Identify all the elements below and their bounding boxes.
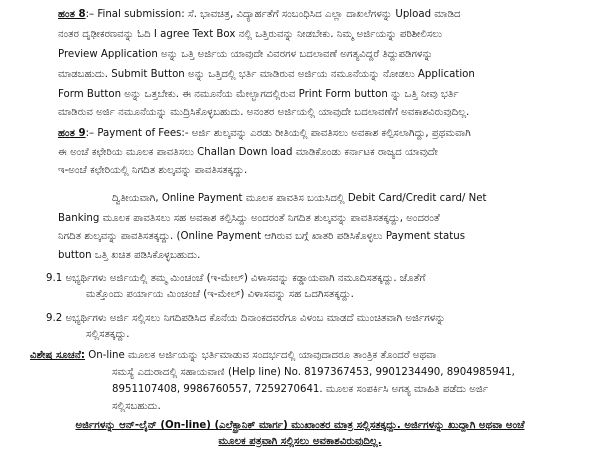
- special-note-text-1: On-line ಮೂಲಕ ಅರ್ಜಿಯನ್ನು ಭರ್ತಿಮಾಡುವ ಸಂದರ್ಭದಲ್ಲಿ ಯಾವುದಾದರೂ ತಾಂತ್ರಿಕ ತೊಂದರೆ ಅಥವಾ: [88, 350, 437, 361]
- section8-line-3: Preview Application ಅನ್ನು ಒತ್ತಿ ಅರ್ಜಿಯ ಯಾವುದೇ ವಿವರಗಳ ಬದಲಾವಣೆ ಅಗತ್ಯವಿದ್ದರೆ ತಿದ್ದುಪಡಿಗಳನ್ನು: [58, 49, 433, 60]
- section9-text-1: :– Payment of Fees:- ಅರ್ಜಿ ಶುಲ್ಕವನ್ನು ಎರಡು ರೀತಿಯಲ್ಲಿ ಪಾವತಿಸಲು ಅವಕಾಶ ಕಲ್ಪಿಸಲಾಗಿದ್ದು, ಪ್ರಥಮವಾಗಿ: [85, 128, 471, 139]
- special-note-line-1: [30, 349, 600, 362]
- paragraph2-line-4: button ಒತ್ತಿ ಖಚಿತ ಪಡಿಸಿಕೊಳ್ಳಬಹುದು.: [58, 250, 201, 261]
- footer-line-1: ಅರ್ಜಿಗಳನ್ನು ಆನ್-ಲೈನ್ (On-line) (ಎಲೆಕ್ಟ್ರಾನಿಕ್ ಮಾರ್ಗ) ಮುಖಾಂತರ ಮಾತ್ರ ಸಲ್ಲಿಸತಕ್ಕದ್ದು. ಅರ್ಜಿಗಳನ್ನು ಖುದ್ದಾಗಿ ಅಥವಾ ಅಂಚೆ: [75, 420, 525, 431]
- section8-line-2: ನಂತರ ದೃಢೀಕರಣವನ್ನು ಓದಿ I agree Text Box ನಲ್ಲಿ ಒತ್ತಿರುವನ್ನು ನೀಡಬೇಕು. ನಿಮ್ಮ ಅರ್ಜಿಯನ್ನು ಪರಿಶೀಲಿಸಲು: [58, 29, 443, 40]
- footer-line-2: ಮೂಲಕ ಪತ್ರವಾಗಿ ಸಲ್ಲಿಸಲು ಅವಕಾಶವಿರುವುದಿಲ್ಲ.: [218, 436, 382, 447]
- paragraph2-line-2: Banking ಮೂಲಕ ಪಾವತಿಸಲು ಸಹ ಅವಕಾಶ ಕಲ್ಪಿಸಿದ್ದು ಅಂದರಂತೆ ನಿಗದಿತ ಶುಲ್ಕವನ್ನು ಪಾವತಿಸತಕ್ಕದ್ದು, ಅಂದರಂತೆ: [58, 213, 440, 224]
- section9-line-2: ಈ ಅಂಚೆ ಕಛೇರಿಯ ಮೂಲಕ ಪಾವತಿಸಲು Challan Down load ಮಾಡಿಕೊಂಡು ಕರ್ನಾಟಕ ರಾಜ್ಯದ ಯಾವುದೇ: [58, 147, 438, 158]
- section8-heading: ಹಂತ 8: [58, 9, 86, 20]
- special-note-line-2: ಸಮಸ್ಯೆ ಎದುರಾದಲ್ಲಿ ಸಹಾಯವಾಣಿ (Help line) No. 8197367453, 9901234490, 8904985941,: [112, 367, 515, 378]
- section8-line-4: ಮಾಡಬಹುದು. Submit Button ಅನ್ನು ಒತ್ತಿದಲ್ಲಿ ಭರ್ತಿ ಮಾಡಿರುವ ಅರ್ಜಿಯ ನಮೂನೆಯನ್ನು ನೋಡಲು Application: [58, 69, 475, 80]
- section8-text-1: :– Final submission: ಸೆ. ಭಾವಚಿತ್ರ, ವಿದ್ಯಾರ್ಹತೆಗೆ ಸಂಬಂಧಿಸಿದ ಎಲ್ಲಾ ದಾಖಲೆಗಳನ್ನು Upload ಮಾಡಿದ: [85, 9, 461, 20]
- special-note-line-4: ಸಲ್ಲಿಸಬಹುದು.: [112, 401, 161, 412]
- paragraph2-line-1: ದ್ವಿತೀಯವಾಗಿ, Online Payment ಮೂಲಕ ಪಾವತಿಸ ಬಯಸಿದಲ್ಲಿ Debit Card/Credit card/ Net: [112, 193, 487, 204]
- section9-heading: ಹಂತ 9: [58, 128, 86, 139]
- point92-line-2: ಸಲ್ಲಿಸತಕ್ಕದ್ದು.: [86, 329, 130, 340]
- section9-line-1: [58, 127, 600, 140]
- point91-line-2: ಮತ್ತೊಂದು ಪರ್ಯಾಯ ಮಿಂಚಂಚೆ (ಇ-ಮೇಲ್) ವಿಳಾಸವನ್ನು ಸಹ ಒದಗಿಸತಕ್ಕದ್ದು.: [86, 289, 354, 300]
- section8-line-6: ಮಾಡಿರುವ ಅರ್ಜಿ ನಮೂನೆಯನ್ನು ಮುದ್ರಿಸಿಕೊಳ್ಳಬಹುದು. ಅನಂತರ ಅರ್ಜಿಯಲ್ಲಿ ಯಾವುದೇ ಬದಲಾವಣೆಗೆ ಅವಕಾಶವಿರುವುದಿಲ್ಲ.: [58, 107, 470, 118]
- section8-line-5: Form Button ಅನ್ನು ಒತ್ತಬೇಕು. ಈ ನಮೂನೆಯ ಮೇಲ್ಭಾಗದಲ್ಲಿರುವ Print Form button ನ್ನು ಒತ್ತಿ ನೀವು ಭರ್ತಿ: [58, 89, 459, 100]
- point91-line-1: 9.1 ಅಭ್ಯರ್ಥಿಗಳು ಅರ್ಜಿಯಲ್ಲಿ ತಮ್ಮ ಮಿಂಚಂಚೆ (ಇ-ಮೇಲ್) ವಿಳಾಸವನ್ನು ಕಡ್ಡಾಯವಾಗಿ ನಮೂದಿಸತಕ್ಕದ್ದು. ಜೊತೆಗೆ: [46, 273, 426, 284]
- point92-line-1: 9.2 ಅಭ್ಯರ್ಥಿಗಳು ಅರ್ಜಿ ಸಲ್ಲಿಸಲು ನಿಗದಿಪಡಿಸಿದ ಕೊನೆಯ ದಿನಾಂಕದವರೆಗೂ ವಿಳಂಬ ಮಾಡದೆ ಮುಂಚಿತವಾಗಿ ಅರ್ಜಿಗಳನ್ನು: [46, 313, 446, 324]
- special-note-line-3: 8951107408, 9986760557, 7259270641. ಮೂಲಕ ಸಂಪರ್ಕಿಸಿ ಅಗತ್ಯ ಮಾಹಿತಿ ಪಡೆದು ಅರ್ಜಿ: [112, 384, 489, 395]
- special-note-heading: ವಿಶೇಷ ಸೂಚನೆ:: [30, 350, 85, 361]
- section8-line-1: [58, 8, 598, 21]
- section9-line-3: ಇ-ಅಂಚೆ ಕಛೇರಿಯಲ್ಲಿ ನಿಗದಿತ ಶುಲ್ಕವನ್ನು ಪಾವತಿಸತಕ್ಕದ್ದು.: [58, 165, 248, 176]
- paragraph2-line-3: ನಿಗದಿತ ಶುಲ್ಕವನ್ನು ಪಾವತಿಸತಕ್ಕದ್ದು. (Online Payment ಆಗಿರುವ ಬಗ್ಗೆ ಖಾತರಿ ಪಡಿಸಿಕೊಳ್ಳಲು Payment status: [58, 231, 466, 242]
